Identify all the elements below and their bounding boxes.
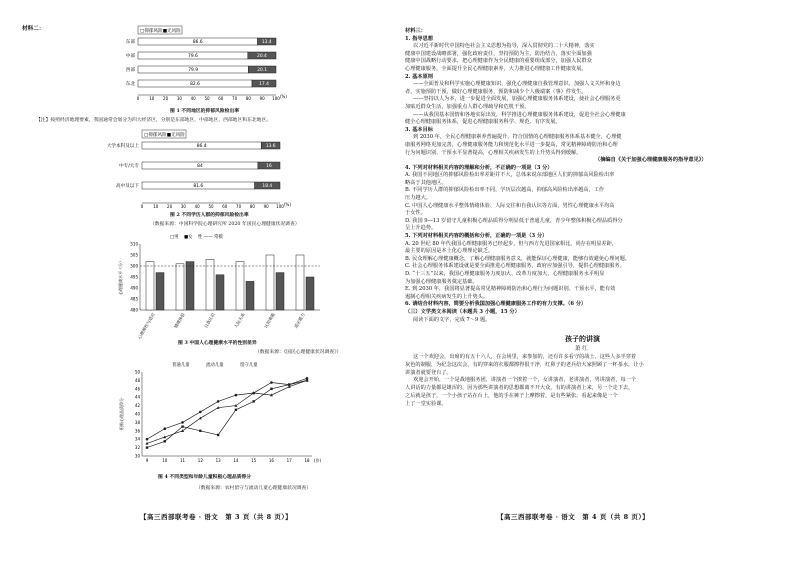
data-point (288, 383, 290, 385)
x-tick-label: 10 (149, 96, 155, 101)
legend-male: □男 (170, 235, 179, 240)
x-unit: (%) (280, 94, 287, 99)
figure-4-caption: 图 4 不同类型和年龄儿童积极心理品质得分 (158, 474, 252, 480)
bar-female (216, 275, 224, 310)
story-line: 人讲话的力量都是雄浑的，因为那些讲演者的思想都离不开大众，有的讲演者上来，另一个走下去， (405, 385, 634, 392)
category-label: 认知效能 (263, 312, 276, 330)
text-line: 6. 请结合材料内容，简要分析我国加强心理健康服务工作的有力支撑。（6 分） (405, 301, 587, 308)
x-tick-label: 0 (140, 204, 144, 209)
value-label-norisk: 20.1 (257, 68, 268, 74)
bar-female (306, 277, 314, 310)
text-line: 5. 下列对材料相关内容的概括和分析，正确的一项是（3 分） (405, 233, 548, 240)
x-unit: (岁) (314, 458, 322, 463)
figure-3-bar-chart (118, 232, 330, 340)
bar-male (176, 264, 184, 310)
x-tick-label: 50 (208, 204, 214, 209)
text-line: E. 到 2030 年，我国将显著提高常见精神障碍防治和心理行为问题识别、干预水平，能有效 (405, 286, 616, 293)
figure-1-caption: 图 1 不同地区的抑郁风险检出率 (170, 108, 240, 114)
data-point (270, 381, 273, 384)
story-line: 上了一堂实验课。 (405, 400, 447, 407)
bar-male (296, 255, 304, 310)
x-tick-label: 16 (268, 458, 274, 463)
x-tick-label: 12 (197, 458, 203, 463)
y-tick-label: 44 (134, 394, 140, 400)
y-tick-label: 32 (134, 445, 140, 451)
bar-female (276, 273, 284, 310)
legend-entry: 流动儿童 (206, 363, 224, 368)
x-tick-label: 0 (136, 96, 140, 101)
data-point (199, 430, 201, 432)
data-point (164, 440, 166, 442)
bar-female (186, 262, 194, 310)
y-axis-label: 心理健康水平（分） (118, 259, 123, 295)
text-line: 材料三： (405, 28, 426, 34)
text-line: 者，实施预防干预，做好心理健康服务，预防和减少个人极端案（事）件发生。 (405, 88, 587, 95)
x-tick-label: 90 (259, 96, 265, 101)
y-tick-label: 46 (134, 386, 140, 392)
text-line: 行为问题识别、干预水平显著提高，心理相关疾病发生的上升势头得到缓解。 (405, 149, 582, 156)
data-point (181, 429, 184, 432)
text-line: 2. 基本原则 (405, 73, 433, 80)
story-line: 讲演者就要登台了。 (405, 369, 452, 376)
x-tick-label: 20 (163, 96, 169, 101)
y-tick-label: 490 (130, 285, 138, 291)
data-point (199, 411, 202, 414)
text-line: 1. 指导思想 (405, 35, 433, 42)
data-point (270, 388, 272, 390)
value-label-norisk: 13.4 (261, 40, 272, 46)
x-tick-label: 10 (153, 204, 159, 209)
x-tick-label: 15 (251, 458, 257, 463)
x-tick-label: 80 (245, 96, 251, 101)
story-line: 之后就是孩子，一个小孩子站在台上，他的手在裤子上摩擦着，是有些紧张，看起来像是一个 (405, 392, 618, 399)
x-tick-label: 30 (176, 96, 182, 101)
text-line: C. 中国人心理健康水平整体情绪体验、人际交往和自我认识等方面，男性心理健康水平均高 (405, 202, 615, 209)
y-tick-label: 34 (134, 436, 140, 442)
value-label-norisk: 18.4 (262, 184, 273, 190)
x-tick-label: 13 (215, 458, 221, 463)
data-point (181, 425, 183, 427)
legend-norm: 性 —— 常模 (198, 235, 223, 240)
x-tick-label: 40 (190, 96, 196, 101)
data-point (199, 417, 202, 420)
category-label: 情绪体验 (173, 312, 186, 330)
story-line: 欢迎会开始，一个是战地服务团，讲演者一个挨着一个，女讲演者，老讲演者，男讲演者，每一个 (413, 377, 637, 384)
category-label: 西部 (125, 68, 135, 73)
x-tick-label: 18 (304, 458, 310, 463)
x-tick-label: 11 (180, 458, 186, 463)
category-label: 自我认识 (203, 312, 216, 330)
text-line: （摘编自《关于加强心理健康服务的指导意见》） (595, 157, 707, 164)
x-unit: (%) (284, 202, 291, 207)
data-point (306, 379, 308, 381)
category-label: 适应能力 (293, 312, 306, 330)
y-tick-label: 30 (134, 453, 140, 459)
y-tick-label: 505 (130, 252, 138, 258)
text-line: B. 民众理解心理健康概念，了解心理健康服务意义，就能保证心理健康，能够有效避免心理问题。 (405, 255, 630, 262)
text-line: D. 我国 9—13 岁留守儿童积极心理品质得分明显低于普通儿童，青少年整体积极心理品质得分 (405, 217, 623, 224)
bar-female (246, 281, 254, 310)
category-label: 东北 (125, 82, 135, 87)
text-line: C. 社会心理服务体系建设就是要全面推进心理健康服务，政府应加强引导，提供心理健康服务。 (405, 263, 625, 270)
category-label: 心理弹性与适应 (136, 312, 156, 340)
text-line: ——坚持以人为本，进一步促进全面发展，加强心理健康服务体系建设，使社会心理服务更 (413, 96, 621, 103)
bar-male (206, 259, 214, 310)
text-line: A. 我国不同地区的抑郁风险检出率差距并不大，总体来说东部地区人们的抑郁高风险检出率 (405, 172, 615, 179)
x-tick-label: 14 (233, 458, 239, 463)
y-tick-label: 500 (130, 263, 138, 269)
y-tick-label: 485 (130, 296, 138, 302)
y-tick-label: 510 (130, 241, 138, 247)
text-line: 略高于其他地区。 (405, 179, 447, 186)
left-page-footer: 【高三西部联考卷 · 语文 第 3 页（共 8 页）】 (140, 513, 293, 521)
y-tick-label: 50 (134, 369, 140, 375)
text-line: 心理健康服务，全面提升全民心理健康素养，大力推进心理健康工作健康发展。 (405, 65, 587, 72)
y-axis-label: 积极心理品质得分 (119, 398, 124, 430)
series-line (147, 380, 307, 447)
text-line: D. “十三五”以来，我国心理健康服务力度加大、改革力度加大，心理健康服务水平明显 (405, 271, 605, 277)
figure-2-bar-chart (106, 130, 300, 216)
text-line: 健康中国建设战略部署，强化政府责任，坚持预防为主、防治结合，落实全面加强 (405, 50, 592, 57)
legend-female: ■女 (184, 235, 193, 240)
figure-2-source: （数据来源：中国科学院心理研究所 2020 年国民心理健康状况调查） (150, 222, 300, 227)
x-tick-label: 80 (249, 204, 255, 209)
text-line: 康服务网络更加完善，心理健康服务能力和规范化水平进一步提高，常见精神障碍防治和心理 (405, 141, 618, 148)
text-line: ——从我国基本国情和各地实际出发，科学推进心理健康服务体系建设，促进全社会心理健康 (413, 111, 626, 118)
text-line: 呈上升趋势。 (405, 225, 437, 232)
story-title: 孩子的讲演 (565, 334, 600, 343)
y-tick-label: 495 (130, 274, 138, 280)
data-point (146, 438, 149, 441)
x-tick-label: 90 (263, 204, 269, 209)
story-author: 萧 红 (575, 346, 588, 352)
text-line: 到 2030 年，全民心理健康素养普遍提升，符合国情的心理健康服务体系基本健全，心理健 (413, 134, 622, 141)
text-line: 为加强心理健康服务奠定基础。 (405, 278, 478, 285)
bar-male (236, 262, 244, 310)
value-label-norisk: 13.6 (265, 144, 276, 150)
x-tick-label: 10 (162, 458, 168, 463)
text-line: 于女性。 (405, 210, 426, 217)
right-page (397, 0, 794, 561)
y-tick-label: 36 (134, 428, 140, 434)
figure-1-bar-chart (118, 26, 298, 106)
text-line: 4. 下列对材料相关内容的理解和分析，不正确的一项是（3 分） (405, 164, 553, 171)
material3-text (405, 28, 785, 324)
legend-text: □抑郁风险■无风险 (144, 133, 185, 138)
data-point (252, 400, 254, 402)
text-line: ——全面普及和科学实施心理健康知识，强化心理健康自我管理意识，加强人文关怀和身边 (413, 81, 621, 88)
x-tick-label: 60 (222, 204, 228, 209)
text-line: B. 不同学历人群的抑郁风险检出率不同，学历层次越高，抑郁高风险检出率越高，工作 (405, 187, 605, 194)
text-line: （三）文学类文本阅读（本题共 3 小题，15 分） (405, 308, 520, 315)
value-label-norisk: 20.4 (257, 54, 267, 60)
series-line (147, 378, 307, 439)
text-line: A. 20 世纪 80 年代我国心理健康服务已经起步，但与西方先进国家相比，尚存在明显差距， (405, 240, 617, 247)
y-tick-label: 38 (134, 419, 140, 425)
data-point (163, 427, 166, 430)
x-tick-label: 20 (167, 204, 173, 209)
figure-4-source: （数据来源：农村留守与流动儿童心理健康状况调查） (196, 486, 312, 491)
legend-entry: 留守儿童 (240, 363, 258, 368)
x-tick-label: 40 (194, 204, 200, 209)
x-tick-label: 70 (236, 204, 242, 209)
x-tick-label: 70 (232, 96, 238, 101)
text-line: 3. 基本目标 (405, 126, 433, 133)
x-tick-label: 17 (286, 458, 292, 463)
category-label: 大学本科及以上 (106, 144, 139, 149)
legend-entry: 普通儿童 (172, 363, 190, 368)
value-label-risk: 84 (197, 164, 203, 170)
data-point (146, 446, 148, 448)
category-label: 人际关系 (233, 312, 246, 330)
data-point (181, 421, 184, 424)
value-label-norisk: 16 (266, 164, 272, 170)
category-label: 中部 (125, 54, 135, 59)
text-line: 以习近平新时代中国特色社会主义思想为指导，深入贯彻党的二十大精神，落实 (413, 43, 595, 50)
y-tick-label: 40 (134, 411, 140, 417)
right-page-footer: 【高三西部联考卷 · 语文 第 4 页（共 8 页）】 (497, 513, 650, 521)
text-line: 健康中国战略行动要求，把心理健康作为全民健康的重要组成部分，加强人民群众 (405, 58, 592, 65)
value-label-risk: 79.6 (188, 54, 198, 60)
y-tick-label: 480 (130, 307, 138, 313)
value-label-risk: 86.4 (196, 144, 207, 150)
bar-female (156, 273, 164, 310)
x-tick-label: 50 (204, 96, 210, 101)
figure-1-note: 【注】按照经济地理要素，我国通常会划分为四大经济区，分别是东部地区、中部地区、西部地区和东北地区。 (36, 118, 272, 123)
category-label: 高中及以下 (116, 184, 139, 189)
x-tick-label: 30 (180, 204, 186, 209)
x-tick-label: 100 (272, 96, 280, 101)
x-tick-label: 60 (218, 96, 224, 101)
story-line: 灰色的制服，为纪念这次会，有的穿来的衣服都擦得很干净，红鼻子的老兵给大家照顾了一杯茶水，让小 (405, 361, 644, 368)
figure-4-line-chart (118, 356, 330, 472)
y-tick-label: 48 (134, 377, 140, 383)
x-tick-label: 9 (145, 458, 149, 463)
data-point (217, 400, 220, 403)
bar-male (266, 255, 274, 310)
text-line: 加贴近群众生活，加强重点人群心理疏导和危机干预。 (405, 103, 530, 110)
bar-male (146, 262, 154, 310)
figure-3-caption: 图 3 中国人心理健康水平的性别差异 (178, 340, 257, 346)
data-point (235, 394, 238, 397)
figure-2-caption: 图 2 不同学历人群的抑郁风险检出率 (170, 212, 249, 218)
text-line: 遏制心理相关疾病发生的上升势头。 (405, 293, 489, 300)
category-label: 中专/大专 (119, 164, 139, 169)
category-label: 东部 (125, 40, 135, 45)
value-label-risk: 82.6 (190, 82, 200, 88)
text-line: 压力越大。 (405, 195, 431, 202)
story-text (405, 354, 785, 409)
y-tick-label: 42 (134, 403, 140, 409)
story-line: 这一个欢迎会，出席的有五十六人，在会场里，来参加的，还有许多看守的战士，这些人多半穿着 (413, 354, 637, 360)
legend-text: □抑郁风险■无风险 (140, 29, 181, 34)
figure-3-source: （数据来源：《国民心理健康状况调查》） (255, 350, 342, 355)
series-line (147, 380, 307, 443)
value-label-risk: 79.9 (188, 68, 199, 74)
value-label-risk: 86.6 (192, 40, 203, 46)
text-line: 健全心理健康服务体系，促进心理健康服务科学、规范、有序发展。 (405, 119, 561, 126)
text-line: 最主要的原因是本土化心理理论缺乏。 (405, 248, 494, 255)
data-point (235, 409, 237, 411)
data-point (217, 434, 219, 436)
value-label-norisk: 17.4 (259, 82, 269, 88)
text-line: 阅读下面的文字，完成 7～9 题。 (413, 316, 491, 323)
value-label-risk: 81.6 (193, 184, 204, 190)
x-tick-label: 100 (276, 204, 284, 209)
material2-label: 材料二： (22, 26, 45, 32)
